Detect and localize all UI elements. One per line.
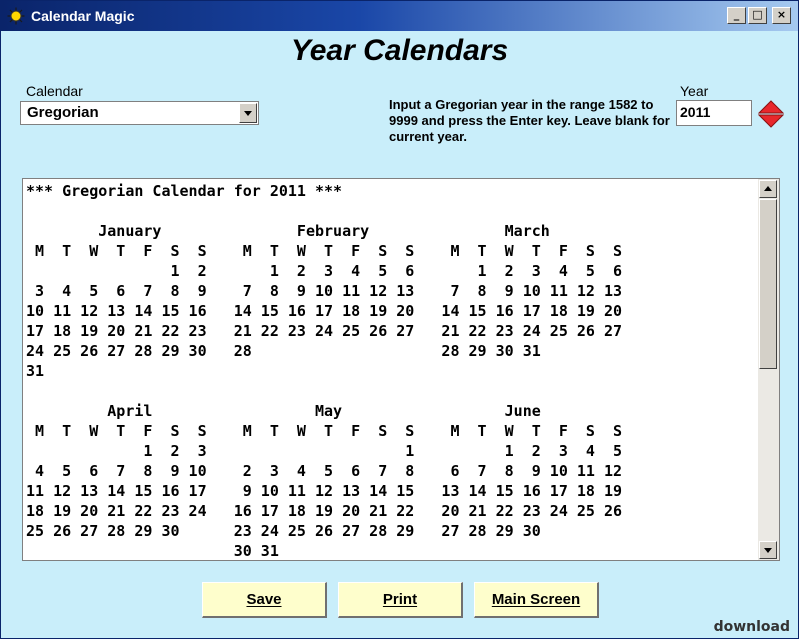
vertical-scrollbar[interactable] <box>758 179 779 560</box>
calendar-select-value: Gregorian <box>27 104 99 121</box>
calendar-output[interactable] <box>22 178 780 561</box>
close-button[interactable]: × <box>772 7 791 24</box>
year-input[interactable]: 2011 <box>676 100 752 126</box>
main-screen-button[interactable]: Main Screen <box>474 582 599 618</box>
arrow-down-icon <box>764 548 772 553</box>
save-button[interactable]: Save <box>202 582 327 618</box>
minimize-button[interactable]: _ <box>727 7 746 24</box>
year-label: Year <box>680 83 709 99</box>
maximize-button[interactable]: □ <box>748 7 767 24</box>
scroll-thumb[interactable] <box>759 199 777 369</box>
print-button[interactable]: Print <box>338 582 463 618</box>
year-spinner[interactable] <box>758 100 784 128</box>
window-title: Calendar Magic <box>31 8 135 24</box>
page-title: Year Calendars <box>290 34 509 67</box>
arrow-up-icon <box>764 186 772 191</box>
calendar-text: *** Gregorian Calendar for 2011 *** January February March M T W T F S S M T W T F S S M T W T F S S 1 2 1 2 3 4 5 6 1 2 3 4 5 6 3 4 5 6 7 8 9 7 8 9 10 11 12 13 7 8 9 10 11 12 13 10 11 12 13 14 15 16 14 15 16 17 18 19 20 14 15 16 17 18 19 20 17 18 19 20 21 22 23 21 22 23 24 25 26 27 21 22 23 24 25 26 27 24 25 26 27 28 29 30 28 28 29 30 31 31 April May June M T W T F S S M T W T F S S M T W T F S S 1 2 3 1 1 2 3 4 5 4 5 6 7 8 9 10 2 3 4 5 6 7 8 6 7 8 9 10 11 12 11 12 13 14 15 16 17 9 10 11 12 13 14 15 13 14 15 16 17 18 19 18 19 20 21 22 23 24 16 17 18 19 20 21 22 20 21 22 23 24 25 26 25 26 27 28 29 30 23 24 25 26 27 28 29 27 28 29 30 30 31 <box>26 182 623 560</box>
title-bar[interactable] <box>1 1 798 31</box>
scroll-up-button[interactable] <box>759 180 777 198</box>
decrement-arrow-icon[interactable] <box>759 115 783 127</box>
calendar-label: Calendar <box>26 83 83 99</box>
sun-icon <box>7 7 25 25</box>
scroll-down-button[interactable] <box>759 541 777 559</box>
watermark: download <box>713 619 790 635</box>
chevron-down-icon <box>244 111 252 116</box>
increment-arrow-icon[interactable] <box>759 101 783 113</box>
dropdown-button[interactable] <box>239 103 257 123</box>
calendar-select[interactable] <box>20 101 259 125</box>
instructions-text: Input a Gregorian year in the range 1582 to 9999 and press the Enter key. Leave blank for current year. <box>389 97 670 144</box>
